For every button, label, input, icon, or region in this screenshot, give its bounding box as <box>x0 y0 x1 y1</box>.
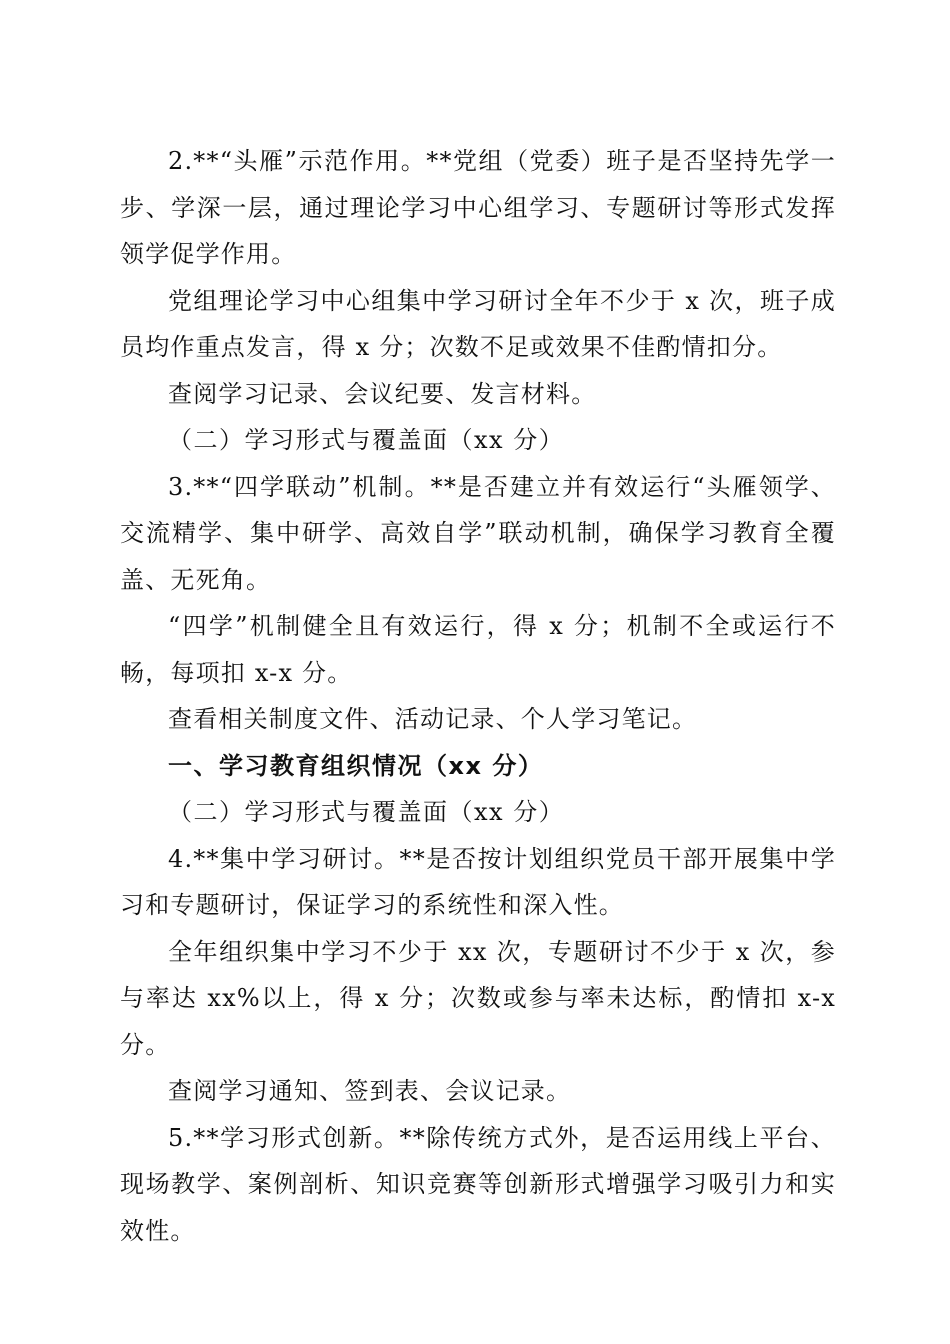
section-heading-learning-forms: （二）学习形式与覆盖面（xx 分） <box>168 426 565 454</box>
paragraph-scoring-criteria: 全年组织集中学习不少于 xx 次，专题研讨不少于 x 次，参与率达 xx%以上，得 x 分；次数或参与率未达标，酌情扣 x-x 分。 <box>120 937 836 1059</box>
section-heading-learning-forms: （二）学习形式与覆盖面（xx 分） <box>168 798 565 826</box>
paragraph-verification-method: 查看相关制度文件、活动记录、个人学习笔记。 <box>168 705 698 733</box>
paragraph-scoring-criteria: “四学”机制健全且有效运行，得 x 分；机制不全或运行不畅，每项扣 x-x 分。 <box>120 612 836 687</box>
paragraph-item-4-centralized-study: 4.**集中学习研讨。**是否按计划组织党员干部开展集中学习和专题研讨，保证学习的系统性和深入性。 <box>120 844 836 919</box>
paragraph-scoring-criteria: 党组理论学习中心组集中学习研讨全年不少于 x 次，班子成员均作重点发言，得 x 分；次数不足或效果不佳酌情扣分。 <box>120 286 836 361</box>
paragraph-item-3-four-study: 3.**“四学联动”机制。**是否建立并有效运行“头雁领学、交流精学、集中研学、高效自学”联动机制，确保学习教育全覆盖、无死角。 <box>120 472 836 594</box>
paragraph-item-5-innovation: 5.**学习形式创新。**除传统方式外，是否运用线上平台、现场教学、案例剖析、知识竞赛等创新形式增强学习吸引力和实效性。 <box>120 1123 836 1245</box>
document-body <box>120 138 836 1254</box>
paragraph-verification-method: 查阅学习通知、签到表、会议记录。 <box>168 1077 572 1105</box>
paragraph-item-2-lead-goose: 2.**“头雁”示范作用。**党组（党委）班子是否坚持先学一步、学深一层，通过理论学习中心组学习、专题研讨等形式发挥领学促学作用。 <box>120 147 836 268</box>
chapter-heading-organization: 一、学习教育组织情况（xx 分） <box>168 751 544 780</box>
paragraph-verification-method: 查阅学习记录、会议纪要、发言材料。 <box>168 379 597 408</box>
